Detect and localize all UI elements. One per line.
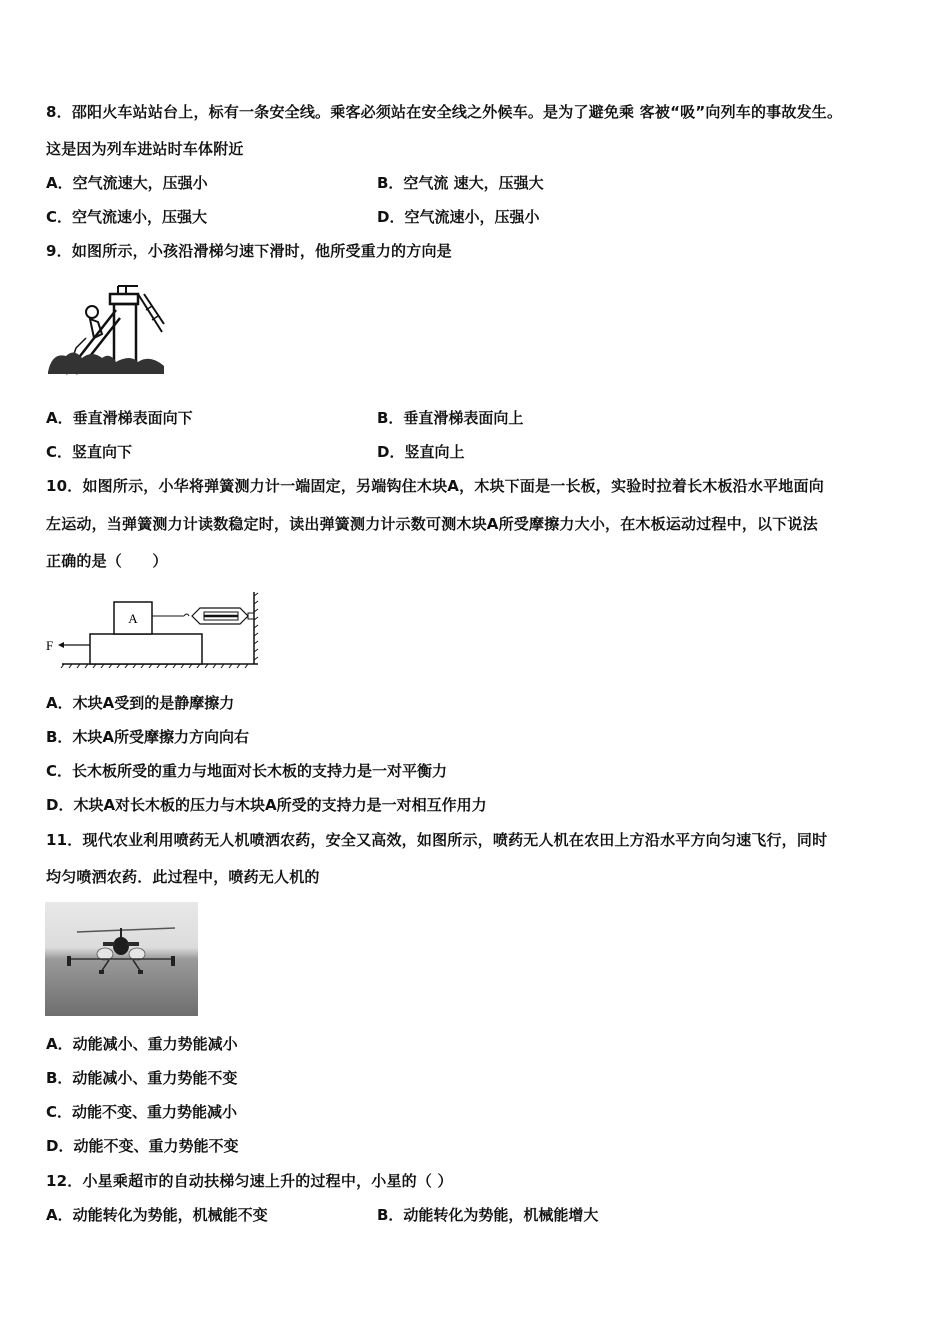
q8-option-c: C．空气流速小，压强大	[46, 208, 208, 226]
q10-option-d: D．木块A对长木板的压力与木块A所受的支持力是一对相互作用力	[46, 796, 487, 814]
q12-stem: 12．小星乘超市的自动扶梯匀速上升的过程中，小星的（ ）	[46, 1172, 453, 1190]
q9-option-a: A．垂直滑梯表面向下	[46, 409, 193, 427]
friction-experiment-figure	[44, 588, 264, 668]
q10-option-c: C．长木板所受的重力与地面对长木板的支持力是一对平衡力	[46, 762, 448, 780]
q10-option-b: B．木块A所受摩擦力方向向右	[46, 728, 250, 746]
q11-option-b: B．动能减小、重力势能不变	[46, 1069, 238, 1087]
q8-stem-line-2: 这是因为列车进站时车体附近	[46, 140, 244, 158]
slide-figure	[46, 282, 166, 380]
q8-option-a: A．空气流速大，压强小	[46, 174, 208, 192]
q11-stem-line-2: 均匀喷洒农药．此过程中，喷药无人机的	[46, 868, 320, 886]
q11-option-a: A．动能减小、重力势能减小	[46, 1035, 238, 1053]
q9-stem: 9．如图所示，小孩沿滑梯匀速下滑时，他所受重力的方向是	[46, 242, 452, 260]
q8-stem-line-1: 8．邵阳火车站站台上，标有一条安全线。乘客必须站在安全线之外候车。是为了避免乘 客被“吸”向列车的事故发生。	[46, 103, 843, 121]
drone-photo	[45, 902, 198, 1016]
q12-option-b: B．动能转化为势能，机械能增大	[377, 1206, 599, 1224]
q10-stem-line-2: 左运动，当弹簧测力计读数稳定时，读出弹簧测力计示数可测木块A所受摩擦力大小，在木板运动过程中，以下说法	[46, 515, 818, 533]
q9-option-c: C．竖直向下	[46, 443, 133, 461]
q11-option-c: C．动能不变、重力势能减小	[46, 1103, 238, 1121]
block-a-label: A	[128, 611, 138, 626]
q10-option-a: A．木块A受到的是静摩擦力	[46, 694, 235, 712]
q10-stem-line-1: 10．如图所示，小华将弹簧测力计一端固定，另端钩住木块A，木块下面是一长板，实验时拉着长木板沿水平地面向	[46, 477, 824, 495]
q9-option-d: D．竖直向上	[377, 443, 465, 461]
q8-option-b: B．空气流 速大，压强大	[377, 174, 544, 192]
q11-option-d: D．动能不变、重力势能不变	[46, 1137, 239, 1155]
q9-option-b: B．垂直滑梯表面向上	[377, 409, 524, 427]
q10-stem-line-3: 正确的是（ ）	[46, 552, 168, 570]
q12-option-a: A．动能转化为势能，机械能不变	[46, 1206, 268, 1224]
q11-stem-line-1: 11．现代农业利用喷药无人机喷洒农药，安全又高效，如图所示，喷药无人机在农田上方沿水平方向匀速飞行，同时	[46, 831, 828, 849]
q8-option-d: D．空气流速小，压强小	[377, 208, 540, 226]
force-f-label: F	[46, 638, 54, 653]
